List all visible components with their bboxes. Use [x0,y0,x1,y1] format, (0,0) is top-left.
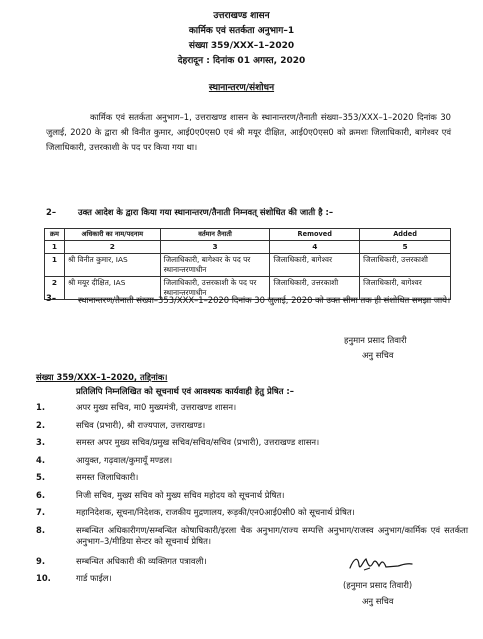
paragraph-3-number: 3– [46,293,57,303]
table-row [45,253,451,276]
list-item [18,525,473,556]
list-text: निजी सचिव, मुख्य सचिव को मुख्य सचिव महोदय को सूचनार्थ प्रेषित। [76,489,285,500]
list-item [18,402,473,420]
table-column-number-row [45,240,451,253]
table-column-number: 5 [360,240,451,253]
removed-posting: जिलाधिकारी, उत्तरकाशी [270,276,360,299]
government-heading: उत्तराखण्ड शासन [213,11,270,21]
handwritten-signature [346,553,416,575]
list-text: समस्त अपर मुख्य सचिव/प्रमुख सचिव/सचिव/सचिव (प्रभारी), उत्तराखण्ड शासन। [76,437,320,447]
removed-posting: जिलाधिकारी, बागेश्वर [270,253,360,276]
list-item [18,420,473,438]
row-serial: 2 [45,276,65,299]
place-date: देहरादून : दिनांक 01 अगस्त, 2020 [177,56,306,66]
list-number: 7. [36,507,46,517]
current-posting: जिलाधिकारी, उत्तरकाशी के पद पर स्थानान्तरणाधीन [160,276,270,299]
officer-name: श्री विनीत कुमार, IAS [64,253,160,276]
copy-intro: प्रतिलिपि निम्नलिखित को सूचनार्थ एवं आवश्यक कार्यवाही हेतु प्रेषित :– [76,386,294,396]
list-text: गार्ड फाईल। [76,573,112,583]
signatory-name-bracketed: (हनुमान प्रसाद तिवारी) [343,580,413,590]
list-item [18,455,473,473]
list-number: 3. [36,437,46,447]
list-number: 4. [36,454,46,465]
list-text: सचिव (प्रभारी), श्री राज्यपाल, उत्तराखण्ड। [76,419,206,430]
list-text: महानिदेशक, सूचना/निदेशक, राजकीय मुद्रणालय, रूड़की/एन0आई0सी0 को सूचनार्थ प्रेषित। [76,507,355,517]
list-item [18,507,473,525]
added-posting: जिलाधिकारी, उत्तरकाशी [360,253,451,276]
list-item [18,490,473,508]
table-header-row [45,229,451,241]
table-column-number: 2 [64,240,160,253]
copy-number: संख्या 359/XXX–1–2020, तद्दिनांक। [36,372,168,382]
list-item [18,437,473,455]
signatory-designation-2: अनु सचिव [362,596,394,606]
table-column-number: 3 [160,240,270,253]
table-column-number: 1 [45,240,65,253]
list-number: 9. [36,555,46,566]
signatory-name: हनुमान प्रसाद तिवारी [344,335,407,345]
list-number: 2. [36,419,46,430]
table-header: Removed [270,229,360,241]
current-posting: जिलाधिकारी, बागेश्वर के पद पर स्थानान्तरणाधीन [160,253,270,276]
list-number: 1. [36,402,46,412]
paragraph-2-text: उक्त आदेश के द्वारा किया गया स्थानान्तरण/तैनाती निम्नवत् संशोधित की जाती है :– [78,207,334,217]
list-number: 10. [36,573,51,583]
list-text: अपर मुख्य सचिव, मा0 मुख्यमंत्री, उत्तराखण्ड शासन। [76,402,237,412]
paragraph-2-number: 2– [46,207,57,217]
list-text: आयुक्त, गढ़वाल/कुमायूँ मण्डल। [76,454,173,465]
department-heading: कार्मिक एवं सतर्कता अनुभाग–1 [188,26,295,36]
table-header: Added [360,229,451,241]
list-text: सम्बन्धित अधिकारीगण/सम्बन्धित कोषाधिकारी/इरला चैक अनुभाग/राज्य सम्पत्ति अनुभाग/राजस्व अनुभाग/कार्मिक एवं सतर्कता अनुभाग–3/मीडिया सेन्टर को सूचनार्थ प्रेषित। [76,524,468,546]
letter-number: संख्या 359/XXX–1–2020 [188,41,295,51]
table-header: अधिकारी का नाम/पदनाम [64,229,160,241]
list-number: 8. [36,524,46,535]
table-column-number: 4 [270,240,360,253]
paragraph-1: कार्मिक एवं सतर्कता अनुभाग–1, उत्तराखण्ड शासन के स्थानान्तरण/तैनाती संख्या–353/XXX–1–2020 दिनांक 30 जुलाई, 2020 के द्वारा श्री विनीत कुमार, आई0ए0एस0 एवं श्री मयूर दीक्षित, आई0ए0एस0 को क्रमशः जिलाधिकारी, बागेश्वर एवं जिलाधिकारी, उत्तरकाशी के पद पर किया गया था। [46,112,451,152]
subject-heading: स्थानान्तरण/संशोधन [208,83,275,93]
table-header: क्रम [45,229,65,241]
signatory-designation: अनु सचिव [362,350,394,360]
table-header: वर्तमान तैनाती [160,229,270,241]
list-text: समस्त जिलाधिकारी। [76,472,139,482]
added-posting: जिलाधिकारी, बागेश्वर [360,276,451,299]
list-number: 6. [36,489,46,500]
transfer-table [44,228,451,300]
row-serial: 1 [45,253,65,276]
list-text: सम्बन्धित अधिकारी की व्यक्तिगत पत्रावली। [76,555,207,566]
officer-name: श्री मयूर दीक्षित, IAS [64,276,160,299]
paragraph-3-text: स्थानान्तरण/तैनाती संख्या–353/XXX–1–2020 दिनांक 30 जुलाई, 2020 को उक्त सीमा तक ही संशोधित समझा जाये। [78,295,451,305]
list-number: 5. [36,472,46,482]
list-item [18,472,473,490]
